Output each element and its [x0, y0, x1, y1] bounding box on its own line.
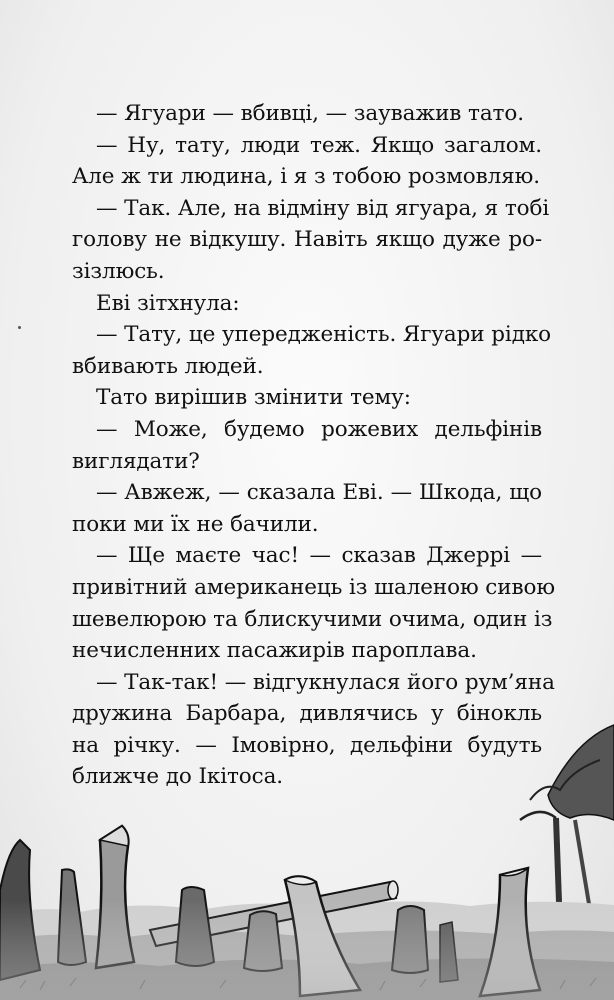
text-line: — Тату, це упередженість. Ягуари рідко	[96, 322, 552, 348]
text-line: вбивають людей.	[72, 353, 264, 379]
text-line: — Ну, тату, люди теж. Якщо загалом.	[96, 132, 542, 158]
text-line: ближче до Ікітоса.	[72, 764, 284, 790]
text-line: дружина Барбара, дивлячись у бінокль	[72, 701, 542, 727]
text-line: — Ще маєте час! — сказав Джеррі —	[96, 543, 542, 569]
text-line: голову не відкушу. Навіть якщо дуже ро-	[72, 227, 542, 253]
page-text	[72, 98, 555, 793]
tree-right	[520, 725, 614, 930]
text-line: — Ягуари — вбивці, — зауважив тато.	[96, 101, 524, 126]
text-line: на річку. — Імовірно, дельфіни будуть	[72, 732, 542, 758]
text-line: Тато вирішив змінити тему:	[96, 385, 411, 411]
text-line: виглядати?	[72, 448, 200, 474]
speck	[18, 326, 21, 329]
text-line: Еві зітхнула:	[96, 290, 240, 316]
text-line: Але ж ти людина, і я з тобою розмовляю.	[72, 164, 540, 190]
text-line: поки ми їх не бачили.	[72, 511, 319, 537]
text-line: зізлюсь.	[72, 258, 165, 284]
text-line: шевелюрою та блискучими очима, один із	[72, 606, 553, 632]
forest-stumps-illustration	[0, 700, 614, 1000]
text-line: — Може, будемо рожевих дельфінів	[96, 416, 542, 442]
text-line: привітний американець із шаленою сивою	[72, 574, 555, 600]
text-line: — Так. Але, на відміну від ягуара, я тобі	[96, 195, 550, 221]
text-line: — Так-так! — відгукнулася його рум’яна	[96, 669, 555, 695]
text-line: нечисленних пасажирів пароплава.	[72, 638, 477, 664]
text-line: — Авжеж, — сказала Еві. — Шкода, що	[96, 480, 542, 506]
